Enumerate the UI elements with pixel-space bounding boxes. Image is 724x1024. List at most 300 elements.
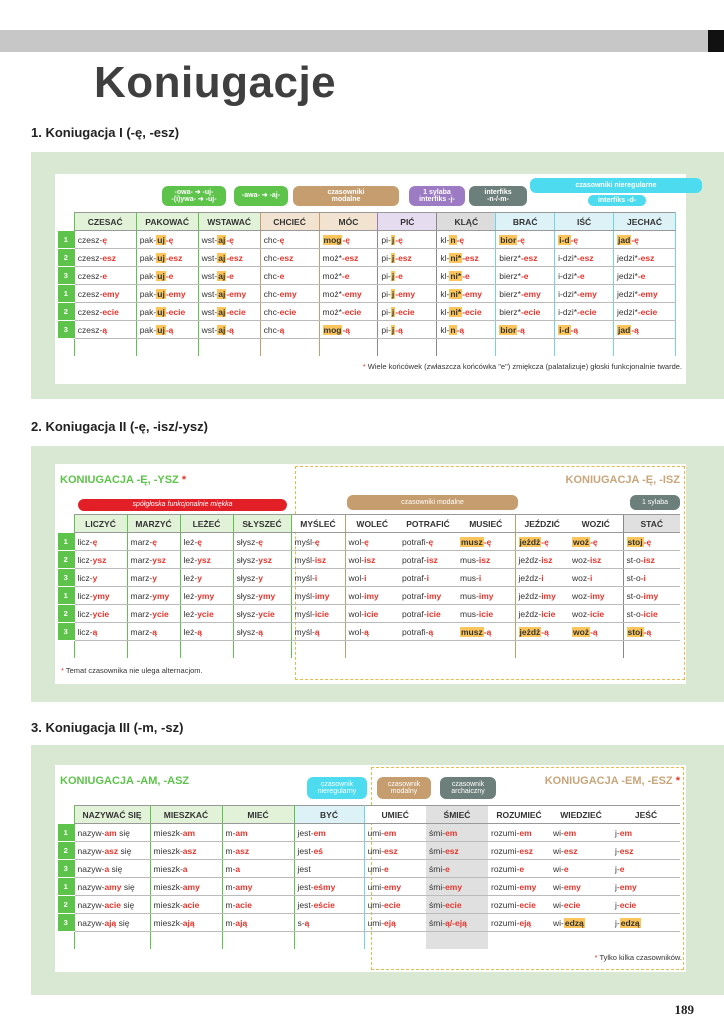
pill-awa-aj: -awa- ➜ -aj- (234, 186, 288, 206)
stem: wol- (348, 536, 365, 547)
header-czesac: CZESAĆ (74, 213, 136, 231)
footnote-2: * Temat czasownika nie ulega alternacjom. (61, 666, 203, 675)
table-row (58, 249, 676, 267)
stem: chc- (263, 324, 280, 335)
header-stac: STAĆ (623, 515, 680, 533)
ending: i (589, 572, 593, 583)
highlighted-stem: j (391, 270, 395, 281)
table-cell (426, 914, 488, 932)
stem: nazyw- (77, 881, 105, 892)
table-cell (623, 569, 680, 587)
table-cell (555, 321, 614, 339)
stem: i-dzi* (558, 252, 578, 263)
ending: isz (478, 554, 491, 565)
stem: bierz* (499, 270, 521, 281)
table-cell (555, 303, 614, 321)
table-cell (364, 824, 426, 842)
ending: -e (462, 270, 470, 281)
table-cell (364, 860, 426, 878)
header-myslec: MYŚLEĆ (291, 515, 345, 533)
stem: licz- (77, 572, 93, 583)
ending: ą (197, 626, 202, 637)
stem: wst- (201, 252, 218, 263)
stem: jeźdz- (518, 608, 542, 619)
person-number: 3 (58, 321, 74, 339)
stem: j- (615, 863, 620, 874)
conjugation-table-3 (58, 805, 680, 949)
ending: esz (445, 845, 459, 856)
ending: icie (478, 608, 494, 619)
ending: ę (279, 234, 285, 245)
header-umiec: UMIEĆ (364, 806, 426, 824)
footnote-1-text: Wiele końcówek (zwłaszcza końcówka "e") zmiękcza (palatalizuje) głoski funkcjonalnie twarde. (367, 362, 682, 371)
ending: -ę (483, 536, 492, 547)
ending: -ę (517, 234, 525, 245)
table-cell (364, 896, 426, 914)
ending: ą (279, 324, 285, 335)
ending: -ecie (462, 306, 482, 317)
stem: śmi- (429, 899, 446, 910)
table-cell (399, 533, 457, 551)
highlighted-stem: ni* (450, 270, 462, 281)
ending: -emy (462, 288, 483, 299)
stem: licz- (77, 626, 93, 637)
section-heading-2: 2. Koniugacja II (-ę, -isz/-ysz) (31, 419, 208, 434)
stem: kl- (440, 270, 450, 281)
highlighted-stem: jad (618, 324, 631, 335)
table-cell (74, 824, 150, 842)
table-cell (74, 569, 127, 587)
stem: myśl- (294, 608, 315, 619)
table-cell (150, 896, 222, 914)
header-jesc: JEŚĆ (612, 806, 680, 824)
ending: em (445, 827, 458, 838)
stem: kl- (440, 306, 450, 317)
table-cell (127, 605, 180, 623)
highlighted-stem: musz (461, 536, 483, 547)
table-cell (180, 533, 233, 551)
stem: potraf- (402, 572, 427, 583)
table-cell (74, 303, 136, 321)
conjugation-table-2 (58, 514, 680, 658)
stem: pak- (139, 324, 157, 335)
ending: emy (384, 881, 402, 892)
table-cell (515, 551, 569, 569)
table-cell (612, 824, 680, 842)
stem: pak- (139, 270, 157, 281)
highlighted-stem: aj (218, 306, 226, 317)
ending: ecie (279, 306, 297, 317)
header-byc: BYĆ (294, 806, 364, 824)
stem: nazyw- (77, 917, 105, 928)
stem: czesz- (77, 270, 103, 281)
ending: ą (152, 626, 157, 637)
ending: ecie (445, 899, 462, 910)
highlighted-stem: i-d (559, 324, 570, 335)
table-cell (515, 569, 569, 587)
stem: myśl- (294, 554, 315, 565)
table-cell (136, 267, 198, 285)
header-jezdzic: JEŹDZIĆ (515, 515, 569, 533)
ending: ymy (197, 590, 215, 601)
table-cell (150, 878, 222, 896)
ending: asz (235, 845, 250, 856)
ending: em (519, 827, 532, 838)
stem: moż* (322, 288, 342, 299)
table-cell (74, 231, 136, 249)
stem: rozumi- (491, 917, 520, 928)
top-gray-bar (0, 30, 708, 52)
table-cell (569, 551, 623, 569)
table-cell (260, 285, 319, 303)
ending: acie (182, 899, 200, 910)
table-cell (222, 842, 294, 860)
page-number: 189 (674, 1002, 694, 1017)
table-cell (198, 231, 260, 249)
stem: mieszk- (153, 863, 183, 874)
stem: wi- (553, 845, 564, 856)
stem: jeźdz- (518, 572, 542, 583)
table-cell (136, 231, 198, 249)
stem: rozumi- (491, 827, 520, 838)
ending: ymy (152, 590, 170, 601)
table-cell (180, 587, 233, 605)
stem: marz- (130, 536, 153, 547)
header-pic: PIĆ (378, 213, 437, 231)
table-row (58, 824, 680, 842)
stem: czesz- (77, 324, 103, 335)
section-heading-3: 3. Koniugacja III (-m, -sz) (31, 720, 184, 735)
ending: -ecie (577, 306, 597, 317)
highlighted-stem: bior (500, 234, 517, 245)
stem: wst- (201, 306, 218, 317)
person-number: 2 (58, 551, 74, 569)
table-cell (496, 321, 555, 339)
table-cell (74, 267, 136, 285)
ending: -ą (165, 324, 174, 335)
table-cell (614, 267, 676, 285)
table-cell (612, 860, 680, 878)
highlighted-stem: jeżdż (519, 626, 541, 637)
stem: licz- (77, 554, 93, 565)
table-row (58, 303, 676, 321)
header-jechac: JECHAĆ (614, 213, 676, 231)
ending: ę (197, 536, 202, 547)
stem: pi- (381, 306, 391, 317)
ending: ają (182, 917, 195, 928)
stem: o (635, 554, 641, 565)
table-cell (612, 878, 680, 896)
stem: czesz- (77, 306, 103, 317)
table-cell (74, 842, 150, 860)
ending: isz (426, 554, 438, 565)
stem: czesz- (77, 234, 103, 245)
stem: marz- (130, 608, 153, 619)
ending: ę (102, 234, 108, 245)
ending: e (519, 863, 525, 874)
stem: mus- (460, 608, 479, 619)
ending: -ę (631, 234, 639, 245)
table-cell (222, 824, 294, 842)
ending: asz (182, 845, 197, 856)
table-row (58, 860, 680, 878)
table-row (58, 321, 676, 339)
ending: ycie (152, 608, 169, 619)
highlighted-stem: aj (218, 324, 226, 335)
stem: potraf- (402, 590, 427, 601)
stem: wol- (348, 626, 365, 637)
ending: -ą (541, 626, 549, 637)
ending: imy (314, 590, 330, 601)
stem: chc- (263, 288, 280, 299)
header-potrafic: POTRAFIĆ (399, 515, 457, 533)
ending: -e (341, 270, 350, 281)
stem: j- (615, 827, 620, 838)
ending: ą (258, 626, 263, 637)
stem: mus- (460, 554, 479, 565)
k3-left-title: KONIUGACJA -AM, -ASZ (60, 775, 190, 787)
pill-owa-uj: -owa- ➜ -uj- -(i)ywa- ➜ -uj- (162, 186, 226, 206)
ending: ycie (258, 608, 275, 619)
ending: acie (235, 899, 252, 910)
highlighted-stem: uj (157, 270, 165, 281)
ending: icie (364, 608, 379, 619)
table-cell (550, 914, 612, 932)
highlighted-stem: aj (218, 288, 226, 299)
ending: i (364, 572, 367, 583)
ending: e (279, 270, 285, 281)
page-title: Koniugacje (94, 58, 337, 107)
ending: emy (519, 881, 537, 892)
pill-soft-consonant: spółgłoska funkcjonalnie miękka (78, 499, 287, 511)
table-cell (457, 569, 515, 587)
stem: s- (297, 917, 305, 928)
ending: -e (226, 270, 234, 281)
header-slyszec: SŁYSZEĆ (233, 515, 291, 533)
conjugation-table-1 (58, 212, 676, 356)
ending: -e (165, 270, 174, 281)
table-cell (457, 533, 515, 551)
highlighted-stem: woż (573, 626, 590, 637)
table-cell (496, 249, 555, 267)
ending: -esz (520, 252, 538, 263)
stem: m- (225, 827, 236, 838)
ending: -ę (226, 234, 234, 245)
pill-one-syllable-2: 1 sylaba (630, 495, 680, 510)
header-klac: KLĄĆ (437, 213, 496, 231)
table-row (58, 587, 680, 605)
person-number: 2 (58, 249, 74, 267)
table-cell (198, 321, 260, 339)
table-cell (291, 605, 345, 623)
ending: em (384, 827, 397, 838)
table-cell (426, 824, 488, 842)
stem: mieszk- (153, 845, 183, 856)
stem: mus- (460, 590, 479, 601)
stem: licz- (77, 536, 93, 547)
table-cell (319, 285, 378, 303)
ending: ecie (384, 899, 401, 910)
ending: icie (426, 608, 441, 619)
stem: j- (615, 917, 620, 928)
table-cell (294, 896, 364, 914)
conjugation-card-1 (55, 174, 686, 384)
table-cell (426, 878, 488, 896)
stem: leż- (183, 626, 198, 637)
stem: o (635, 608, 641, 619)
stem: jest- (297, 845, 314, 856)
ending: ą (314, 626, 320, 637)
ending: ycie (92, 608, 110, 619)
stem: słysz- (236, 608, 259, 619)
table-cell (614, 321, 676, 339)
highlighted-stem: j (391, 288, 395, 299)
ending: asz (104, 845, 119, 856)
table-cell (198, 249, 260, 267)
person-number: 1 (58, 587, 74, 605)
table-cell (74, 285, 136, 303)
stem: się (120, 899, 135, 910)
k2-right-title: KONIUGACJA -Ę, -ISZ (565, 474, 680, 486)
stem: moż* (322, 270, 342, 281)
table-cell (180, 605, 233, 623)
table-cell (399, 569, 457, 587)
stem: mieszk- (153, 899, 183, 910)
table-cell (260, 267, 319, 285)
stem: o (635, 572, 641, 583)
stem: pi- (381, 288, 391, 299)
table-cell (457, 551, 515, 569)
table-cell (74, 321, 136, 339)
highlighted-stem: j (391, 324, 395, 335)
table-row (58, 267, 676, 285)
stem: potraf- (402, 608, 427, 619)
ending: -ecie (165, 306, 186, 317)
stem: jedzi* (617, 252, 638, 263)
person-number: 1 (58, 285, 74, 303)
pill-modal-verb: czasownik modalny (377, 777, 431, 799)
table-cell (260, 231, 319, 249)
ending: imy (541, 590, 556, 601)
stem: j- (615, 881, 620, 892)
ending: esz (619, 845, 634, 856)
ending: am (235, 827, 248, 838)
table-cell (74, 860, 150, 878)
table-cell (74, 623, 127, 641)
ending: -esz (637, 252, 655, 263)
highlighted-stem: ni* (450, 288, 462, 299)
pill-modal-verbs: czasowniki modalne (293, 186, 399, 206)
table-cell (74, 878, 150, 896)
header-mieszkac: MIESZKAĆ (150, 806, 222, 824)
stem: bierz* (499, 252, 521, 263)
ending: em (313, 827, 326, 838)
ending: -ą (570, 324, 579, 335)
table-cell (319, 249, 378, 267)
stem: potrafi- (402, 536, 429, 547)
ending: -ą (226, 324, 234, 335)
ending: ę (258, 536, 263, 547)
stem: rozumi- (491, 845, 520, 856)
highlighted-stem: musz (461, 626, 483, 637)
ending: -ecie (520, 306, 541, 317)
ending: imy (478, 590, 494, 601)
person-number: 1 (58, 231, 74, 249)
table-cell (136, 285, 198, 303)
table-cell (550, 878, 612, 896)
stem: wst- (201, 234, 218, 245)
table-cell (614, 249, 676, 267)
pill-irregular-verb: czasownik nieregularny (307, 777, 367, 799)
ending: -emy (395, 288, 416, 299)
table-cell (180, 551, 233, 569)
ending: ymy (92, 590, 110, 601)
ending: -ę (643, 536, 652, 547)
table-cell (569, 587, 623, 605)
footnote-3-text: Tylko kilka czasowników. (599, 953, 682, 962)
highlighted-stem: mog (323, 234, 342, 245)
header-marzyc: MARZYĆ (127, 515, 180, 533)
stem: się (116, 827, 130, 838)
stem: m- (225, 863, 236, 874)
stem: jest- (297, 899, 314, 910)
highlighted-stem: j (391, 234, 395, 245)
stem: wol- (348, 608, 365, 619)
section-panel-3 (31, 745, 724, 995)
ending: y (152, 572, 157, 583)
table-cell (294, 860, 364, 878)
stem: nazyw- (77, 899, 105, 910)
stem: umi- (367, 881, 385, 892)
ending: -emy (165, 288, 186, 299)
stem: leż- (183, 608, 198, 619)
table-cell (74, 551, 127, 569)
highlighted-stem: uj (157, 288, 165, 299)
stem: kl- (440, 252, 450, 263)
ending: ę (92, 536, 98, 547)
table-cell (364, 878, 426, 896)
ending: -emy (577, 288, 597, 299)
ending: am (104, 827, 117, 838)
ending: -ą (342, 324, 351, 335)
ending: i (314, 572, 318, 583)
table-cell (260, 249, 319, 267)
table-cell (437, 267, 496, 285)
ending: -i (640, 572, 646, 583)
stem: śmi- (429, 917, 446, 928)
header-pakowac: PAKOWAĆ (136, 213, 198, 231)
table-cell (437, 303, 496, 321)
stem: się (121, 881, 135, 892)
table-cell (345, 623, 399, 641)
stem: i-dzi* (558, 270, 578, 281)
ending: -esz (341, 252, 359, 263)
stem: licz- (77, 590, 93, 601)
ending: acie (104, 899, 121, 910)
ending: -ecie (226, 306, 246, 317)
ending: icie (589, 608, 605, 619)
ending: a (104, 863, 110, 874)
table-row (58, 285, 676, 303)
ending: -ę (395, 234, 403, 245)
table-cell (612, 842, 680, 860)
highlighted-stem: n (450, 324, 456, 335)
ending: imy (589, 590, 605, 601)
ending: esz (519, 845, 534, 856)
table-row (58, 605, 680, 623)
k2-left-title: KONIUGACJA -Ę, -YSZ * (60, 474, 187, 486)
pill-archaic-verb: czasownik archaiczny (440, 777, 496, 799)
